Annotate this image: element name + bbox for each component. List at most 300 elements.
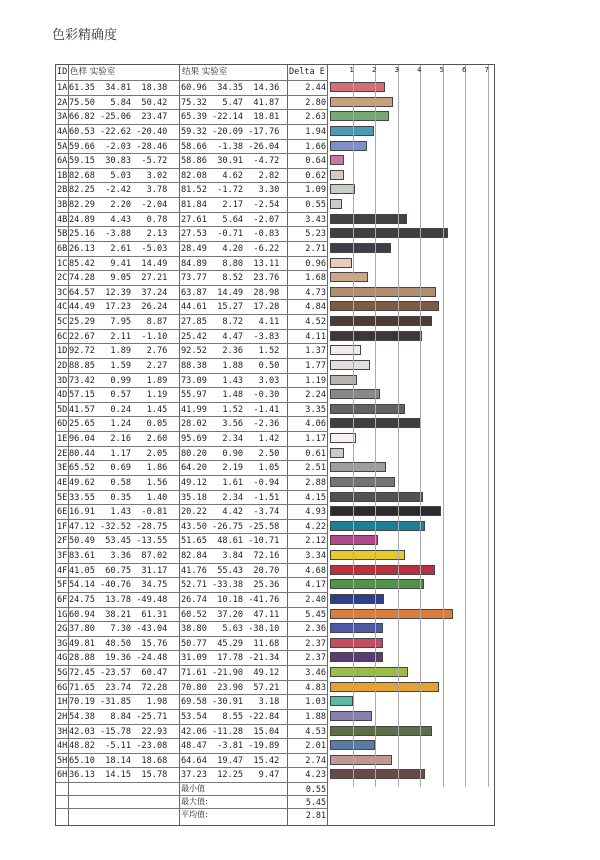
row-id: 6A bbox=[57, 156, 68, 167]
measured-lab-values: 59.32 -20.09 -17.76 bbox=[181, 126, 280, 137]
sample-lab-values: 24.89 4.43 0.78 bbox=[69, 214, 168, 225]
sample-lab-values: 50.49 53.45 -13.55 bbox=[69, 536, 168, 547]
row-id: 3H bbox=[57, 726, 68, 737]
delta-e-bar bbox=[330, 155, 344, 165]
sample-lab-values: 70.19 -31.85 1.98 bbox=[69, 697, 168, 708]
sample-lab-values: 74.28 9.05 27.21 bbox=[69, 273, 168, 284]
measured-lab-values: 60.96 34.35 14.36 bbox=[181, 83, 280, 93]
header-id: ID bbox=[57, 67, 68, 77]
measured-lab-values: 73.77 8.52 23.76 bbox=[181, 273, 280, 284]
row-id: 1C bbox=[57, 258, 68, 269]
row-id: 1E bbox=[57, 434, 68, 444]
sample-lab-values: 92.72 1.89 2.76 bbox=[69, 346, 168, 357]
row-id: 6F bbox=[57, 594, 68, 605]
delta-e-value: 4.17 bbox=[305, 580, 326, 591]
delta-e-value: 2.37 bbox=[305, 638, 326, 649]
measured-lab-values: 41.99 1.52 -1.41 bbox=[181, 404, 280, 415]
delta-e-value: 0.55 bbox=[305, 200, 326, 210]
row-id: 6G bbox=[57, 682, 68, 693]
summary-value: 2.81 bbox=[305, 810, 326, 820]
row-id: 6B bbox=[57, 243, 68, 254]
delta-e-bar bbox=[330, 579, 424, 589]
table-row bbox=[56, 270, 328, 285]
table-row bbox=[56, 168, 328, 183]
delta-e-bar bbox=[330, 755, 392, 765]
grid-line bbox=[443, 65, 444, 787]
delta-e-value: 4.83 bbox=[305, 682, 326, 693]
delta-e-value: 2.37 bbox=[305, 653, 326, 664]
measured-lab-values: 82.84 3.84 72.16 bbox=[181, 551, 280, 561]
delta-e-value: 5.45 bbox=[305, 609, 326, 620]
sample-lab-values: 22.67 2.11 -1.10 bbox=[69, 331, 168, 342]
delta-e-bar bbox=[330, 667, 408, 677]
sample-lab-values: 44.49 17.23 26.24 bbox=[69, 302, 168, 313]
delta-e-value: 2.36 bbox=[305, 624, 326, 635]
measured-lab-values: 63.87 14.49 28.98 bbox=[181, 287, 280, 298]
row-id: 5F bbox=[57, 580, 68, 591]
measured-lab-values: 43.50 -26.75 -25.58 bbox=[181, 521, 280, 532]
summary-label: 平均值: bbox=[181, 810, 208, 819]
table-row bbox=[56, 694, 328, 709]
measured-lab-values: 71.61 -21.90 49.12 bbox=[181, 668, 280, 678]
row-id: 5G bbox=[57, 668, 68, 678]
delta-e-bar bbox=[330, 506, 441, 516]
measured-lab-values: 64.20 2.19 1.05 bbox=[181, 463, 280, 474]
axis-tick-label: 1 bbox=[349, 66, 354, 74]
measured-lab-values: 82.08 4.62 2.82 bbox=[181, 170, 280, 181]
table-row bbox=[56, 387, 328, 402]
row-id: 5E bbox=[57, 492, 68, 503]
measured-lab-values: 37.23 12.25 9.47 bbox=[181, 770, 280, 781]
table-row bbox=[56, 533, 328, 548]
measured-lab-values: 25.42 4.47 -3.83 bbox=[181, 331, 280, 342]
table-row bbox=[56, 373, 328, 388]
axis-tick-label: 3 bbox=[394, 66, 399, 74]
grid-line bbox=[353, 65, 354, 787]
delta-e-bar bbox=[330, 141, 367, 151]
measured-lab-values: 27.61 5.64 -2.07 bbox=[181, 214, 280, 225]
sample-lab-values: 16.91 1.43 -0.81 bbox=[69, 507, 168, 518]
row-id: 5A bbox=[57, 141, 68, 152]
delta-e-value: 2.24 bbox=[305, 390, 326, 401]
delta-e-value: 1.03 bbox=[305, 697, 326, 708]
row-id: 4H bbox=[57, 741, 68, 752]
delta-e-value: 2.88 bbox=[305, 477, 326, 488]
axis-tick-label: 2 bbox=[372, 66, 377, 74]
row-id: 3G bbox=[57, 638, 68, 649]
table-row bbox=[56, 767, 328, 782]
delta-e-bar bbox=[330, 404, 405, 414]
row-id: 6E bbox=[57, 507, 68, 518]
row-id: 2A bbox=[57, 97, 68, 108]
delta-e-bar bbox=[330, 214, 407, 224]
table-row bbox=[56, 636, 328, 651]
summary-value: 5.45 bbox=[305, 797, 326, 807]
sample-lab-values: 80.44 1.17 2.05 bbox=[69, 448, 168, 459]
sample-lab-values: 65.10 18.14 18.68 bbox=[69, 755, 168, 766]
delta-e-value: 1.77 bbox=[305, 360, 326, 371]
row-id: 4E bbox=[57, 477, 68, 488]
delta-e-value: 1.37 bbox=[305, 346, 326, 357]
table-row bbox=[56, 592, 328, 607]
row-id: 5H bbox=[57, 755, 68, 766]
row-id: 2F bbox=[57, 536, 68, 547]
delta-e-bar bbox=[330, 82, 385, 92]
delta-e-bar bbox=[330, 228, 448, 238]
delta-e-bar bbox=[330, 726, 432, 736]
delta-e-value: 0.62 bbox=[305, 170, 326, 181]
header-delta: Delta E bbox=[289, 67, 325, 77]
delta-e-bar bbox=[330, 258, 352, 268]
measured-lab-values: 42.06 -11.28 15.04 bbox=[181, 726, 280, 737]
delta-e-bar bbox=[330, 448, 344, 458]
sample-lab-values: 33.55 0.35 1.40 bbox=[69, 492, 168, 503]
measured-lab-values: 49.12 1.61 -0.94 bbox=[181, 477, 280, 488]
delta-e-bar bbox=[330, 331, 422, 341]
row-id: 3C bbox=[57, 287, 68, 298]
row-id: 4F bbox=[57, 565, 68, 576]
delta-e-bar bbox=[330, 243, 391, 253]
sample-lab-values: 60.94 38.21 61.31 bbox=[69, 609, 168, 620]
delta-e-value: 2.74 bbox=[305, 755, 326, 766]
row-id: 2B bbox=[57, 185, 68, 196]
sample-lab-values: 57.15 0.57 1.19 bbox=[69, 390, 168, 401]
sample-lab-values: 25.16 -3.88 2.13 bbox=[69, 229, 168, 240]
delta-e-bar bbox=[330, 199, 342, 209]
delta-e-value: 3.43 bbox=[305, 214, 326, 225]
sample-lab-values: 49.81 48.50 15.76 bbox=[69, 638, 168, 649]
delta-e-value: 3.35 bbox=[305, 404, 326, 415]
sample-lab-values: 59.15 30.83 -5.72 bbox=[69, 156, 168, 167]
table-row bbox=[56, 212, 328, 227]
row-id: 1H bbox=[57, 697, 68, 708]
sample-lab-values: 66.82 -25.06 23.47 bbox=[69, 112, 168, 123]
delta-e-value: 0.96 bbox=[305, 258, 326, 269]
sample-lab-values: 96.04 2.16 2.60 bbox=[69, 434, 168, 444]
delta-e-bar bbox=[330, 696, 353, 706]
table-row bbox=[56, 519, 328, 534]
header-measured: 结果 实验室 bbox=[182, 67, 228, 77]
delta-e-bar bbox=[330, 550, 405, 560]
measured-lab-values: 60.52 37.20 47.11 bbox=[181, 609, 280, 620]
row-id: 1D bbox=[57, 346, 68, 357]
delta-e-bar bbox=[330, 389, 380, 399]
measured-lab-values: 80.20 0.90 2.50 bbox=[181, 448, 280, 459]
table-row bbox=[56, 753, 328, 768]
row-id: 3E bbox=[57, 463, 68, 474]
delta-e-value: 2.12 bbox=[305, 536, 326, 547]
row-id: 5B bbox=[57, 229, 68, 240]
measured-lab-values: 50.77 45.29 11.68 bbox=[181, 638, 280, 649]
sample-lab-values: 83.61 3.36 87.02 bbox=[69, 551, 168, 561]
axis-tick-label: 4 bbox=[417, 66, 422, 74]
row-id: 3F bbox=[57, 551, 68, 561]
delta-e-value: 4.84 bbox=[305, 302, 326, 313]
row-id: 6C bbox=[57, 331, 68, 342]
table-row bbox=[56, 182, 328, 197]
page-title: 色彩精确度 bbox=[52, 28, 118, 43]
measured-lab-values: 53.54 8.55 -22.84 bbox=[181, 711, 280, 722]
measured-lab-values: 95.69 2.34 1.42 bbox=[181, 434, 280, 444]
delta-e-bar bbox=[330, 535, 378, 545]
measured-lab-values: 20.22 4.42 -3.74 bbox=[181, 507, 280, 518]
sample-lab-values: 82.25 -2.42 3.78 bbox=[69, 185, 168, 196]
measured-lab-values: 88.38 1.88 0.50 bbox=[181, 360, 280, 371]
row-id: 2D bbox=[57, 360, 68, 371]
sample-lab-values: 49.62 0.58 1.56 bbox=[69, 477, 168, 488]
measured-lab-values: 31.09 17.78 -21.34 bbox=[181, 653, 280, 664]
color-accuracy-table bbox=[55, 64, 495, 826]
grid-line bbox=[420, 65, 421, 787]
measured-lab-values: 41.76 55.43 20.70 bbox=[181, 565, 280, 576]
row-id: 4A bbox=[57, 126, 68, 137]
grid-line bbox=[488, 65, 489, 787]
delta-e-value: 3.34 bbox=[305, 551, 326, 561]
delta-e-bar bbox=[330, 711, 372, 721]
measured-lab-values: 28.49 4.20 -6.22 bbox=[181, 243, 280, 254]
grid-line bbox=[375, 65, 376, 787]
table-row bbox=[56, 256, 328, 271]
summary-row bbox=[56, 782, 328, 795]
summary-row bbox=[56, 795, 328, 808]
table-row bbox=[56, 226, 328, 241]
table-row bbox=[56, 724, 328, 739]
delta-e-value: 1.68 bbox=[305, 273, 326, 284]
row-id: 4G bbox=[57, 653, 68, 664]
measured-lab-values: 70.80 23.90 57.21 bbox=[181, 682, 280, 693]
delta-e-value: 3.46 bbox=[305, 668, 326, 678]
delta-e-value: 4.53 bbox=[305, 726, 326, 737]
measured-lab-values: 28.02 3.56 -2.36 bbox=[181, 419, 280, 430]
delta-e-bar bbox=[330, 462, 386, 472]
table-row bbox=[56, 475, 328, 490]
row-id: 2E bbox=[57, 448, 68, 459]
table-row bbox=[56, 299, 328, 314]
sample-lab-values: 85.42 9.41 14.49 bbox=[69, 258, 168, 269]
measured-lab-values: 92.52 2.36 1.52 bbox=[181, 346, 280, 357]
row-id: 3A bbox=[57, 112, 68, 123]
delta-e-bar bbox=[330, 492, 423, 502]
delta-e-bar bbox=[330, 170, 344, 180]
table-row bbox=[56, 358, 328, 373]
table-row bbox=[56, 241, 328, 256]
table-row bbox=[56, 548, 328, 563]
measured-lab-values: 58.66 -1.38 -26.04 bbox=[181, 141, 280, 152]
sample-lab-values: 48.82 -5.11 -23.08 bbox=[69, 741, 168, 752]
table-row bbox=[56, 621, 328, 636]
delta-e-value: 4.22 bbox=[305, 521, 326, 532]
sample-lab-values: 41.05 60.75 31.17 bbox=[69, 565, 168, 576]
sample-lab-values: 75.50 5.84 50.42 bbox=[69, 97, 168, 108]
grid-line bbox=[398, 65, 399, 787]
delta-e-value: 1.88 bbox=[305, 711, 326, 722]
row-id: 1B bbox=[57, 170, 68, 181]
measured-lab-values: 75.32 5.47 41.87 bbox=[181, 97, 280, 108]
delta-e-value: 1.17 bbox=[305, 434, 326, 444]
row-id: 5C bbox=[57, 317, 68, 327]
delta-e-value: 4.23 bbox=[305, 770, 326, 781]
sample-lab-values: 64.57 12.39 37.24 bbox=[69, 287, 168, 298]
sample-lab-values: 37.80 7.30 -43.04 bbox=[69, 624, 168, 635]
table-row bbox=[56, 153, 328, 168]
sample-lab-values: 72.45 -23.57 60.47 bbox=[69, 668, 168, 678]
table-row bbox=[56, 197, 328, 212]
measured-lab-values: 81.84 2.17 -2.54 bbox=[181, 200, 280, 210]
delta-e-value: 4.15 bbox=[305, 492, 326, 503]
table-row bbox=[56, 504, 328, 519]
table-row bbox=[56, 665, 328, 680]
measured-lab-values: 52.71 -33.38 25.36 bbox=[181, 580, 280, 591]
sample-lab-values: 28.88 19.36 -24.48 bbox=[69, 653, 168, 664]
measured-lab-values: 35.18 2.34 -1.51 bbox=[181, 492, 280, 503]
sample-lab-values: 25.65 1.24 0.05 bbox=[69, 419, 168, 430]
delta-e-value: 2.71 bbox=[305, 243, 326, 254]
delta-e-value: 2.44 bbox=[305, 83, 326, 93]
table-row bbox=[56, 109, 328, 124]
delta-e-value: 4.68 bbox=[305, 565, 326, 576]
table-row bbox=[56, 402, 328, 417]
delta-e-value: 1.09 bbox=[305, 185, 326, 196]
delta-e-bar bbox=[330, 682, 439, 692]
delta-e-bar bbox=[330, 301, 439, 311]
sample-lab-values: 73.42 0.99 1.89 bbox=[69, 375, 168, 386]
sample-lab-values: 71.65 23.74 72.28 bbox=[69, 682, 168, 693]
delta-e-value: 4.93 bbox=[305, 507, 326, 518]
delta-e-bar bbox=[330, 360, 370, 370]
delta-e-value: 4.06 bbox=[305, 419, 326, 430]
table-row bbox=[56, 416, 328, 431]
table-row bbox=[56, 709, 328, 724]
table-row bbox=[56, 139, 328, 154]
delta-e-bar bbox=[330, 609, 453, 619]
table-row bbox=[56, 124, 328, 139]
summary-label: 最小值 bbox=[181, 784, 205, 793]
delta-e-value: 5.23 bbox=[305, 229, 326, 240]
summary-value: 0.55 bbox=[305, 784, 326, 794]
table-row bbox=[56, 285, 328, 300]
axis-tick-label: 7 bbox=[484, 66, 489, 74]
table-row bbox=[56, 314, 328, 329]
delta-e-value: 4.52 bbox=[305, 317, 326, 327]
row-id: 4C bbox=[57, 302, 68, 313]
measured-lab-values: 38.80 5.63 -38.10 bbox=[181, 624, 280, 635]
table-row bbox=[56, 650, 328, 665]
row-id: 3D bbox=[57, 375, 68, 386]
grid-line bbox=[465, 65, 466, 787]
sample-lab-values: 65.52 0.69 1.86 bbox=[69, 463, 168, 474]
row-id: 5D bbox=[57, 404, 68, 415]
delta-e-value: 1.66 bbox=[305, 141, 326, 152]
delta-e-value: 2.01 bbox=[305, 741, 326, 752]
delta-e-bar bbox=[330, 184, 355, 194]
row-id: 3B bbox=[57, 200, 68, 210]
row-id: 6H bbox=[57, 770, 68, 781]
sample-lab-values: 47.12 -32.52 -28.75 bbox=[69, 521, 168, 532]
table-row bbox=[56, 607, 328, 622]
sample-lab-values: 82.29 2.20 -2.04 bbox=[69, 200, 168, 210]
table-row bbox=[56, 80, 328, 95]
measured-lab-values: 44.61 15.27 17.28 bbox=[181, 302, 280, 313]
measured-lab-values: 48.47 -3.81 -19.89 bbox=[181, 741, 280, 752]
delta-e-value: 4.11 bbox=[305, 331, 326, 342]
delta-e-bar-chart bbox=[328, 65, 494, 787]
measured-lab-values: 27.53 -0.71 -0.83 bbox=[181, 229, 280, 240]
sample-lab-values: 54.38 8.84 -25.71 bbox=[69, 711, 168, 722]
measured-lab-values: 65.39 -22.14 18.81 bbox=[181, 112, 280, 123]
delta-e-value: 0.64 bbox=[305, 156, 326, 167]
sample-lab-values: 42.03 -15.78 22.93 bbox=[69, 726, 168, 737]
measured-lab-values: 55.97 1.48 -0.30 bbox=[181, 390, 280, 401]
table-row bbox=[56, 563, 328, 578]
row-id: 1A bbox=[57, 83, 68, 93]
row-id: 4B bbox=[57, 214, 68, 225]
row-id: 2H bbox=[57, 711, 68, 722]
axis-tick-label: 6 bbox=[462, 66, 467, 74]
measured-lab-values: 84.89 8.80 13.11 bbox=[181, 258, 280, 269]
delta-e-value: 1.19 bbox=[305, 375, 326, 386]
table-row bbox=[56, 490, 328, 505]
sample-lab-values: 41.57 0.24 1.45 bbox=[69, 404, 168, 415]
axis-tick-label: 5 bbox=[439, 66, 444, 74]
delta-e-bar bbox=[330, 111, 389, 121]
table-row bbox=[56, 95, 328, 110]
table-row bbox=[56, 343, 328, 358]
row-id: 1F bbox=[57, 521, 68, 532]
measured-lab-values: 64.64 19.47 15.42 bbox=[181, 755, 280, 766]
sample-lab-values: 82.68 5.03 3.02 bbox=[69, 170, 168, 181]
sample-lab-values: 26.13 2.61 -5.03 bbox=[69, 243, 168, 254]
table-row bbox=[56, 738, 328, 753]
sample-lab-values: 88.85 1.59 2.27 bbox=[69, 360, 168, 371]
row-id: 2G bbox=[57, 624, 68, 635]
sample-lab-values: 36.13 14.15 15.78 bbox=[69, 770, 168, 781]
measured-lab-values: 81.52 -1.72 3.30 bbox=[181, 185, 280, 196]
measured-lab-values: 27.85 8.72 4.11 bbox=[181, 317, 280, 327]
sample-lab-values: 24.75 13.78 -49.48 bbox=[69, 594, 168, 605]
measured-lab-values: 58.86 30.91 -4.72 bbox=[181, 156, 280, 167]
delta-e-value: 2.80 bbox=[305, 97, 326, 108]
table-row bbox=[56, 680, 328, 695]
measured-lab-values: 51.65 48.61 -10.71 bbox=[181, 536, 280, 547]
summary-label: 最大值: bbox=[181, 797, 208, 806]
table-row bbox=[56, 446, 328, 461]
row-id: 1G bbox=[57, 609, 68, 620]
sample-lab-values: 25.29 7.95 8.87 bbox=[69, 317, 168, 327]
delta-e-bar bbox=[330, 521, 425, 531]
table-row bbox=[56, 460, 328, 475]
sample-lab-values: 60.53 -22.62 -20.40 bbox=[69, 126, 168, 137]
delta-e-value: 1.94 bbox=[305, 126, 326, 137]
measured-lab-values: 69.58 -30.91 3.18 bbox=[181, 697, 280, 708]
delta-e-value: 2.63 bbox=[305, 112, 326, 123]
delta-e-value: 2.40 bbox=[305, 594, 326, 605]
delta-e-value: 2.51 bbox=[305, 463, 326, 474]
delta-e-bar bbox=[330, 345, 361, 355]
delta-e-bar bbox=[330, 477, 395, 487]
measured-lab-values: 26.74 10.18 -41.76 bbox=[181, 594, 280, 605]
row-id: 4D bbox=[57, 390, 68, 401]
sample-lab-values: 61.35 34.81 18.38 bbox=[69, 83, 168, 93]
delta-e-value: 4.73 bbox=[305, 287, 326, 298]
delta-e-bar bbox=[330, 97, 393, 107]
delta-e-value: 0.61 bbox=[305, 448, 326, 459]
row-id: 6D bbox=[57, 419, 68, 430]
summary-row bbox=[56, 808, 328, 821]
table-row bbox=[56, 431, 328, 446]
header-sample: 色样 实验室 bbox=[70, 67, 116, 77]
table-row bbox=[56, 577, 328, 592]
delta-e-bar bbox=[330, 316, 432, 326]
